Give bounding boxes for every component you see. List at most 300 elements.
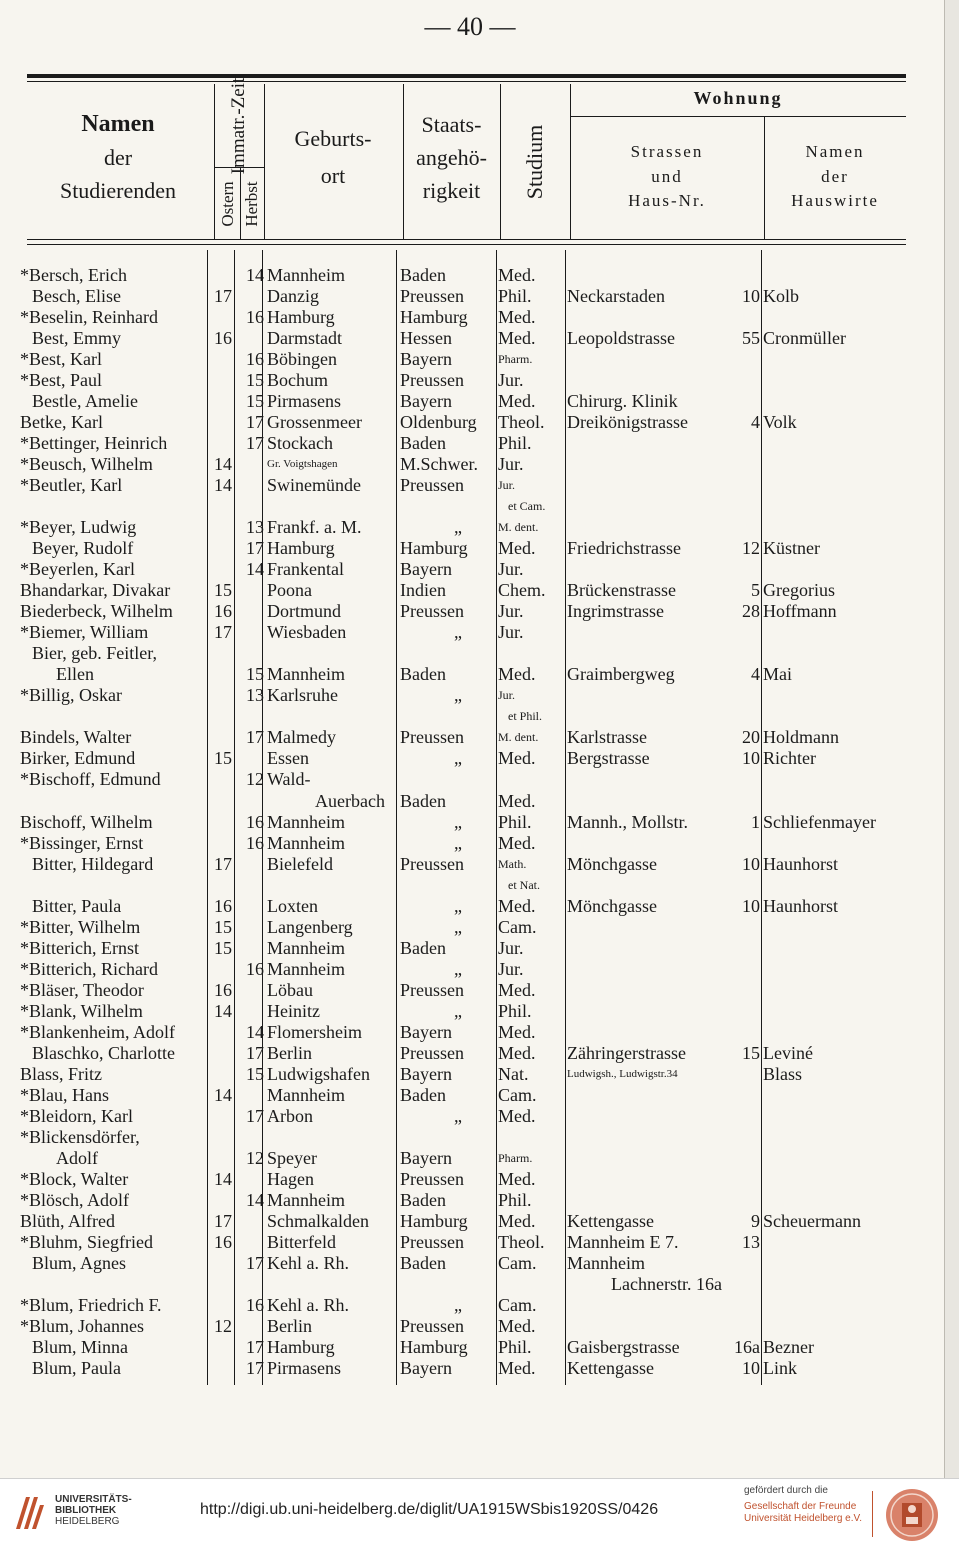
citizenship: „ <box>454 958 462 979</box>
birthplace: Arbon <box>267 1105 313 1126</box>
ostern-year: 16 <box>214 895 232 916</box>
field-of-study: Cam. <box>498 1084 537 1105</box>
landlord: Leviné <box>763 1042 813 1063</box>
birthplace: Mannheim <box>267 265 345 285</box>
house-number: 13 <box>742 1231 760 1252</box>
field-of-study: Pharm. <box>498 1150 533 1165</box>
table-row <box>0 643 910 664</box>
table-row <box>0 1043 910 1064</box>
herbst-year: 13 <box>246 517 264 538</box>
sponsor-name <box>744 1501 862 1525</box>
citizenship: Bayern <box>400 559 452 580</box>
birthplace: Mannheim <box>267 958 345 979</box>
birthplace: Wiesbaden <box>267 622 347 643</box>
ostern-year: 17 <box>214 622 232 643</box>
herbst-year: 16 <box>246 832 264 853</box>
header-strassen-2: und <box>651 166 683 186</box>
table-row <box>0 286 910 307</box>
table-row <box>0 1148 910 1169</box>
street: Mannh., Mollstr. <box>567 811 689 832</box>
birthplace: Mannheim <box>267 811 345 832</box>
field-of-study: et Cam. <box>508 499 546 514</box>
table-row <box>0 1274 910 1295</box>
birthplace: Hamburg <box>267 1337 335 1358</box>
birthplace: Langenberg <box>267 916 353 937</box>
herbst-year: 17 <box>246 433 264 454</box>
citizenship: „ <box>454 748 462 769</box>
student-name: Bier, geb. Feitler, <box>32 643 158 664</box>
field-of-study: Phil. <box>498 1000 532 1021</box>
herbst-year: 15 <box>246 1063 264 1084</box>
table-row <box>0 307 910 328</box>
field-of-study: Cam. <box>498 1294 537 1315</box>
citizenship: Preussen <box>400 1168 464 1189</box>
field-of-study: Med. <box>498 307 536 328</box>
citizenship: „ <box>454 916 462 937</box>
citizenship: Hessen <box>400 328 452 349</box>
field-of-study: Theol. <box>498 412 545 433</box>
field-of-study: Med. <box>498 1021 536 1042</box>
sponsor-caption: gefördert durch die <box>744 1485 828 1496</box>
header-wohnung: Wohnung <box>693 88 783 108</box>
field-of-study: Jur. <box>498 601 524 622</box>
student-name: *Blau, Hans <box>20 1084 109 1105</box>
birthplace: Gr. Voigtshagen <box>267 458 338 471</box>
field-of-study: Jur. <box>498 622 524 643</box>
table-row <box>0 328 910 349</box>
birthplace: Flomersheim <box>267 1021 362 1042</box>
herbst-year: 12 <box>246 1147 264 1168</box>
citizenship: „ <box>454 1105 462 1126</box>
birthplace: Frankental <box>267 559 344 580</box>
field-of-study: Med. <box>498 1105 536 1126</box>
table-row <box>0 1190 910 1211</box>
header-studium: Studium <box>522 124 547 200</box>
landlord: Cronmüller <box>763 328 846 349</box>
birthplace: Heinitz <box>267 1000 320 1021</box>
citizenship: Preussen <box>400 601 464 622</box>
field-of-study: Jur. <box>498 559 524 580</box>
citizenship: Preussen <box>400 475 464 496</box>
herbst-year: 17 <box>246 1252 264 1273</box>
birthplace: Auerbach <box>315 790 385 811</box>
header-wirte-3: Hauswirte <box>791 191 879 211</box>
table-row <box>0 727 910 748</box>
birthplace: Kehl a. Rh. <box>267 1252 349 1273</box>
student-name: *Bläser, Theodor <box>20 979 144 1000</box>
field-of-study: Jur. <box>498 478 516 493</box>
ub-name <box>55 1494 132 1527</box>
table-row <box>0 1316 910 1337</box>
table-row <box>0 517 910 538</box>
ostern-year: 14 <box>214 1084 232 1105</box>
herbst-year: 16 <box>246 349 264 370</box>
citizenship: Baden <box>400 1084 446 1105</box>
field-of-study: Jur. <box>498 937 524 958</box>
student-name: *Blum, Friedrich F. <box>20 1294 162 1315</box>
header-wirte-1: Namen <box>805 142 865 161</box>
field-of-study: Med. <box>498 391 536 412</box>
birthplace: Karlsruhe <box>267 685 338 706</box>
field-of-study: Jur. <box>498 370 524 391</box>
birthplace: Böbingen <box>267 349 337 370</box>
house-number: 12 <box>742 538 760 559</box>
student-name: Adolf <box>56 1147 98 1168</box>
ostern-year: 16 <box>214 1231 232 1252</box>
student-name: *Beyer, Ludwig <box>20 517 137 538</box>
citizenship: Baden <box>400 433 446 454</box>
birthplace: Löbau <box>267 979 313 1000</box>
table-row <box>0 959 910 980</box>
student-name: Bitter, Hildegard <box>32 853 154 874</box>
table-row <box>0 433 910 454</box>
citizenship: Baden <box>400 1189 446 1210</box>
birthplace: Poona <box>267 580 312 601</box>
birthplace: Swinemünde <box>267 475 361 496</box>
ub-logo-icon <box>12 1493 46 1533</box>
student-name: Blum, Paula <box>32 1358 121 1379</box>
street: Bergstrasse <box>567 748 650 769</box>
field-of-study: Med. <box>498 328 536 349</box>
sponsor-line-2: Universität Heidelberg e.V. <box>744 1513 863 1524</box>
header-staatsangehoerigkeit <box>403 112 500 204</box>
herbst-year: 16 <box>246 307 264 328</box>
student-name: *Bitterich, Ernst <box>20 937 139 958</box>
table-row <box>0 1169 910 1190</box>
field-of-study: Med. <box>498 1042 536 1063</box>
student-name: *Blankenheim, Adolf <box>20 1021 175 1042</box>
herbst-year: 14 <box>246 559 264 580</box>
birthplace: Ludwigshafen <box>267 1063 370 1084</box>
table-row <box>0 854 910 875</box>
landlord: Haunhorst <box>763 895 838 916</box>
birthplace: Danzig <box>267 286 319 307</box>
student-name: Ellen <box>56 664 94 685</box>
table-row <box>0 1337 910 1358</box>
street: Mannheim E 7. <box>567 1231 679 1252</box>
table-row <box>0 601 910 622</box>
field-of-study: M. dent. <box>498 730 539 745</box>
top-rule-thick <box>27 74 906 78</box>
table-row <box>0 875 910 896</box>
student-name: *Beselin, Reinhard <box>20 307 158 328</box>
header-namen <box>20 110 216 205</box>
landlord: Blass <box>763 1063 803 1084</box>
student-name: *Bitterich, Richard <box>20 958 158 979</box>
student-name: Best, Emmy <box>32 328 121 349</box>
header-vline-5 <box>500 84 501 239</box>
street: Kettengasse <box>567 1358 654 1379</box>
student-name: Birker, Edmund <box>20 748 136 769</box>
field-of-study: Phil. <box>498 433 532 454</box>
field-of-study: Phil. <box>498 1189 532 1210</box>
birthplace: Bielefeld <box>267 853 333 874</box>
citizenship: „ <box>454 895 462 916</box>
landlord: Richter <box>763 748 816 769</box>
citizenship: Preussen <box>400 370 464 391</box>
student-name: *Bluhm, Siegfried <box>20 1231 153 1252</box>
student-name: *Biemer, William <box>20 622 149 643</box>
birthplace: Darmstadt <box>267 328 342 349</box>
student-name: *Bettinger, Heinrich <box>20 433 168 454</box>
herbst-year: 16 <box>246 811 264 832</box>
student-name: Bhandarkar, Divakar <box>20 580 171 601</box>
permalink-url[interactable]: http://digi.ub.uni-heidelberg.de/diglit/UA1915WSbis1920SS/0426 <box>200 1501 659 1518</box>
table-row <box>0 980 910 1001</box>
birthplace: Pirmasens <box>267 1358 341 1379</box>
student-name: *Blum, Johannes <box>20 1316 144 1336</box>
table-row <box>0 412 910 433</box>
field-of-study: Phil. <box>498 811 532 832</box>
footer-bar <box>0 1478 959 1548</box>
birthplace: Schmalkalden <box>267 1210 369 1231</box>
ostern-year: 14 <box>214 1000 232 1021</box>
ostern-year: 15 <box>214 580 232 601</box>
table-row <box>0 1358 910 1379</box>
student-name: *Beusch, Wilhelm <box>20 454 153 475</box>
landlord: Küstner <box>763 538 820 559</box>
citizenship: „ <box>454 1294 462 1315</box>
header-staats-1: Staats- <box>421 112 482 137</box>
field-of-study: Nat. <box>498 1063 529 1084</box>
birthplace: Malmedy <box>267 727 336 748</box>
header-staats-2: angehö- <box>416 144 487 170</box>
student-name: *Best, Paul <box>20 370 103 391</box>
ub-line-2: BIBLIOTHEK <box>55 1505 117 1516</box>
street: Mannheim <box>567 1252 645 1273</box>
street: Leopoldstrasse <box>567 328 675 349</box>
table-row <box>0 454 910 475</box>
student-name: Biederbeck, Wilhelm <box>20 601 173 622</box>
herbst-year: 17 <box>246 1337 264 1358</box>
street: Zähringerstrasse <box>567 1042 686 1063</box>
student-name: *Bissinger, Ernst <box>20 832 144 853</box>
citizenship: Baden <box>400 265 446 285</box>
student-name: *Blank, Wilhelm <box>20 1000 143 1021</box>
header-staats-3: rigkeit <box>422 177 481 203</box>
field-of-study: Math. <box>498 856 527 871</box>
header-bottom-rule-1 <box>27 239 906 240</box>
table-row <box>0 1127 910 1148</box>
table-row <box>0 475 910 496</box>
herbst-year: 17 <box>246 538 264 559</box>
birthplace: Frankf. a. M. <box>267 517 362 538</box>
table-row <box>0 917 910 938</box>
landlord: Link <box>763 1358 797 1379</box>
herbst-year: 14 <box>246 1189 264 1210</box>
header-namen-sub2: Studierenden <box>59 178 177 204</box>
table-row <box>0 1085 910 1106</box>
student-name: *Billig, Oskar <box>20 685 122 706</box>
table-row <box>0 1064 910 1085</box>
citizenship: Baden <box>400 790 446 811</box>
herbst-year: 17 <box>246 1105 264 1126</box>
field-of-study: Med. <box>498 664 536 685</box>
table-row <box>0 812 910 833</box>
citizenship: Preussen <box>400 1042 464 1063</box>
header-immatr: Immatr.-Zeit <box>228 77 249 175</box>
house-number: 10 <box>742 748 760 769</box>
landlord: Kolb <box>763 286 799 307</box>
birthplace: Mannheim <box>267 664 345 685</box>
table-row <box>0 938 910 959</box>
student-name: *Bischoff, Edmund <box>20 769 161 790</box>
ub-line-1: UNIVERSITÄTS- <box>55 1494 132 1505</box>
birthplace: Wald- <box>267 769 311 790</box>
student-name: Besch, Elise <box>32 286 121 307</box>
herbst-year: 13 <box>246 685 264 706</box>
student-name: Blaschko, Charlotte <box>32 1042 175 1063</box>
birthplace: Grossenmeer <box>267 412 362 433</box>
field-of-study: Jur. <box>498 454 524 475</box>
street: Mönchgasse <box>567 895 657 916</box>
header-strassen <box>570 140 764 214</box>
ostern-year: 16 <box>214 601 232 622</box>
landlord: Bezner <box>763 1337 814 1358</box>
table-row <box>0 769 910 790</box>
citizenship: Bayern <box>400 349 452 370</box>
citizenship: Preussen <box>400 853 464 874</box>
street: Ingrimstrasse <box>567 601 664 622</box>
table-row <box>0 538 910 559</box>
citizenship: Bayern <box>400 1358 452 1379</box>
birthplace: Kehl a. Rh. <box>267 1294 349 1315</box>
citizenship: Preussen <box>400 979 464 1000</box>
student-name: Bestle, Amelie <box>32 391 138 412</box>
table-row <box>0 706 910 727</box>
student-name: Blum, Minna <box>32 1337 129 1358</box>
ostern-year: 14 <box>214 475 232 496</box>
birthplace: Mannheim <box>267 832 345 853</box>
table-row <box>0 1211 910 1232</box>
street: Lachnerstr. 16a <box>611 1273 722 1294</box>
birthplace: Stockach <box>267 433 333 454</box>
table-row <box>0 791 910 812</box>
field-of-study: Med. <box>498 1316 536 1336</box>
student-name: Bindels, Walter <box>20 727 132 748</box>
header-namen-title: Namen <box>81 111 155 137</box>
birthplace: Hagen <box>267 1168 314 1189</box>
sponsor-divider <box>872 1491 873 1537</box>
herbst-year: 15 <box>246 664 264 685</box>
street: Mönchgasse <box>567 853 657 874</box>
student-name: Betke, Karl <box>20 412 103 433</box>
table-row <box>0 1001 910 1022</box>
birthplace: Bitterfeld <box>267 1231 336 1252</box>
street: Kettengasse <box>567 1210 654 1231</box>
student-name: Bischoff, Wilhelm <box>20 811 153 832</box>
landlord: Holdmann <box>763 727 839 748</box>
header-geburtsort-2: ort <box>320 162 346 188</box>
table-row <box>0 1106 910 1127</box>
herbst-year: 16 <box>246 1294 264 1315</box>
table-row <box>0 1022 910 1043</box>
street: Neckarstaden <box>567 286 665 307</box>
house-number: 15 <box>742 1042 760 1063</box>
citizenship: Baden <box>400 937 446 958</box>
ostern-year: 14 <box>214 1168 232 1189</box>
landlord: Volk <box>763 412 797 433</box>
table-row <box>0 748 910 769</box>
field-of-study: Theol. <box>498 1231 545 1252</box>
field-of-study: M. dent. <box>498 520 539 535</box>
field-of-study: Med. <box>498 979 536 1000</box>
herbst-year: 12 <box>246 769 264 790</box>
citizenship: Baden <box>400 664 446 685</box>
landlord: Gregorius <box>763 580 835 601</box>
header-geburtsort-1: Geburts- <box>294 126 372 151</box>
herbst-year: 14 <box>246 265 264 285</box>
table-row <box>0 685 910 706</box>
birthplace: Mannheim <box>267 937 345 958</box>
ostern-year: 15 <box>214 748 232 769</box>
student-name: Blüth, Alfred <box>20 1210 115 1231</box>
street: Karlstrasse <box>567 727 647 748</box>
herbst-year: 17 <box>246 727 264 748</box>
birthplace: Bochum <box>267 370 328 391</box>
header-ostern: Ostern <box>218 181 237 227</box>
street: Dreikönigstrasse <box>567 412 688 433</box>
table-row <box>0 1295 910 1316</box>
citizenship: Oldenburg <box>400 412 477 433</box>
university-seal-icon <box>884 1487 940 1543</box>
field-of-study: Cam. <box>498 1252 537 1273</box>
house-number: 10 <box>742 853 760 874</box>
ostern-year: 17 <box>214 286 232 307</box>
citizenship: Bayern <box>400 1063 452 1084</box>
student-name: *Bleidorn, Karl <box>20 1105 133 1126</box>
header-wirte-2: der <box>821 166 849 186</box>
header-bottom-rule-2 <box>27 244 906 245</box>
student-name: Blum, Agnes <box>32 1252 127 1273</box>
street: Gaisbergstrasse <box>567 1337 680 1358</box>
ostern-year: 15 <box>214 937 232 958</box>
ostern-year: 12 <box>214 1316 232 1336</box>
table-row <box>0 833 910 854</box>
field-of-study: Med. <box>498 1358 536 1379</box>
table-row <box>0 622 910 643</box>
student-name: *Blösch, Adolf <box>20 1189 130 1210</box>
house-number: 1 <box>751 811 760 832</box>
student-name: Beyer, Rudolf <box>32 538 134 559</box>
field-of-study: Jur. <box>498 688 516 703</box>
house-number: 5 <box>751 580 760 601</box>
birthplace: Hamburg <box>267 307 335 328</box>
house-number: 10 <box>742 1358 760 1379</box>
table-row <box>0 265 910 286</box>
house-number: 20 <box>742 727 760 748</box>
citizenship: Bayern <box>400 391 452 412</box>
field-of-study: Chem. <box>498 580 546 601</box>
student-name: *Best, Karl <box>20 349 102 370</box>
table-row <box>0 1253 910 1274</box>
citizenship: Hamburg <box>400 538 468 559</box>
student-name: *Bersch, Erich <box>20 265 127 285</box>
house-number: 10 <box>742 895 760 916</box>
citizenship: Preussen <box>400 286 464 307</box>
table-row <box>0 370 910 391</box>
landlord: Haunhorst <box>763 853 838 874</box>
student-name: *Beutler, Karl <box>20 475 123 496</box>
herbst-year: 17 <box>246 1358 264 1379</box>
ostern-year: 17 <box>214 853 232 874</box>
field-of-study: Phil. <box>498 286 532 307</box>
landlord: Hoffmann <box>763 601 837 622</box>
student-name: *Blickensdörfer, <box>20 1126 140 1147</box>
field-of-study: Pharm. <box>498 352 533 367</box>
house-number: 4 <box>751 412 760 433</box>
header-herbst: Herbst <box>242 181 261 227</box>
